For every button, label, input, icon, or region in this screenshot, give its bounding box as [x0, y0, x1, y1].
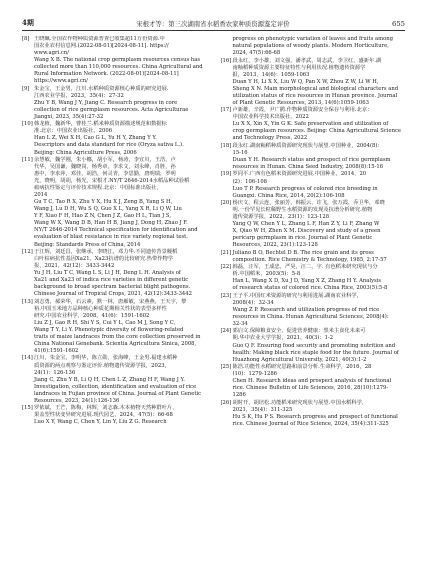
reference-line: 明.一份罕见长粒稀野生水稻资源的发现及抗谱分析研究.植物	[232, 207, 373, 214]
reference-entry	[221, 58, 406, 107]
reference-number: [10]	[22, 121, 33, 128]
reference-entry	[221, 36, 406, 57]
reference-number	[221, 36, 233, 57]
reference-entry	[22, 299, 207, 355]
reference-text	[34, 355, 207, 404]
reference-entry	[221, 400, 406, 428]
reference-line: Zhu Y B, Wang J Y, Jiang C. Research progress in core	[34, 99, 178, 106]
reference-line: background to broad spectrum bacterial blight pathogens.	[34, 284, 191, 291]
page-number: 655	[392, 20, 405, 28]
reference-line: 光，晓明，胡胡，杨光，宋根才.NY/T 2646-2014水稻品种试验稻	[34, 178, 190, 185]
reference-text	[34, 121, 207, 156]
running-header	[22, 12, 405, 31]
reference-line: Guo Q F. Ensuring food security and promoting nutrition and	[232, 342, 396, 349]
reference-line: pericarp germplasm in rice. Journal of Plant Genetic	[232, 235, 373, 242]
journal-title: 宋根才等：第三次湖南省水稻香农家种质资源鉴定评价	[136, 20, 290, 28]
reference-line: 研究.中国农业科学，2008，41(6)：1591-1602	[34, 312, 150, 319]
reference-text	[233, 200, 406, 249]
reference-line: resources in Hunan. China Seed Industry, 2008(8):15-16	[232, 164, 384, 171]
reference-line: 果盖型性状变异研究进展.现代园艺，2024，47(5)：66-68	[34, 412, 173, 419]
reference-line: 24(1)：126-136	[34, 369, 76, 376]
reference-line: Lu X X, Xin X, Yin G K. Safe preservation and utilization of	[232, 121, 389, 128]
reference-line: Liu Z J, Gao R H, Shi Y S, Cui Y L, Cao M J, Song Y C,	[34, 319, 176, 326]
reference-line: 段永红.湖南籼稻种质资源研究现状与展望.中国种业，2004(8)：	[232, 142, 383, 149]
reference-line: landraces in Fujian province of China. Journal of Plant Genetic	[34, 390, 202, 397]
reference-text	[34, 299, 207, 355]
reference-line: 杨庆文，程云连，张丽芳，韩振云，许飞，张万霞，乔卫华，邓晓	[232, 200, 385, 207]
reference-text	[233, 328, 406, 363]
reference-line: Rural Information Network. (2022-08-01)[2024-08-11]	[34, 71, 179, 78]
reference-line: 报，2013，14(6)：1059-1063	[232, 71, 310, 78]
reference-number: [25]	[220, 364, 232, 371]
reference-line: utilization status of rice resources in Hunan province. Journal	[232, 92, 398, 99]
reference-line: 刘志勇，郝荣华，石云素，默一林，唐雁敏，宋燕燕，王天宇，黎	[34, 298, 187, 305]
reference-number: [17]	[220, 107, 232, 114]
reference-number: [8]	[22, 36, 30, 42]
reference-number: [23]	[220, 292, 232, 299]
reference-number: [26]	[220, 399, 232, 406]
reference-line: 2024, 47(5):66-68	[232, 50, 281, 57]
reference-line: Huazhong Agricultural University, 2021, 40(3):1-2	[232, 356, 367, 363]
reference-line: 2014	[34, 192, 48, 199]
reference-text	[233, 143, 406, 171]
reference-line: Luo T P. Research progress of colored rice breeding in	[232, 185, 378, 192]
reference-number: [20]	[220, 200, 232, 207]
reference-line: rice. Chinese Bulletin of Life Sciences, 2016, 28(10):1279-	[232, 385, 389, 392]
reference-line: Beijing: China Agriculture Press, 2006	[34, 149, 137, 156]
reference-line: Hu S K, Hu P S. Research progress and prospect of functional	[232, 413, 398, 420]
reference-line: 1286	[232, 392, 246, 399]
reference-entry	[22, 249, 207, 298]
reference-line: 江西农业学报，2023，35(4)：27-32	[34, 92, 124, 99]
reference-line: evaluation of blast resistance in rice variety regional test.	[34, 234, 188, 241]
reference-number: [24]	[220, 328, 232, 335]
reference-line: 朱金宝，王金男，江川.水稻种质资源核心种质的研究进展.	[34, 85, 169, 92]
reference-entry	[221, 264, 406, 292]
reference-number: [18]	[220, 142, 232, 149]
reference-entry	[22, 86, 207, 121]
reference-number: [16]	[220, 57, 232, 64]
reference-line: 陈浩.功能性水稻研究思路和前景分析.生命科学，2016，28	[232, 364, 372, 371]
reference-line: of Plant Genetic Resources, 2013, 14(6):1059-1063	[232, 99, 369, 106]
reference-line: Yu J H, Liu T C, Wang L S, Li J H, Deng L H. Analysis of	[34, 270, 181, 277]
reference-number: [21]	[220, 249, 232, 256]
reference-number: [12]	[22, 248, 33, 255]
reference-entry	[22, 157, 207, 249]
reference-line: 郭启文.保障粮食安全，促进营养健康：黑米主食化未来可	[232, 328, 366, 335]
reference-line: X, Qiao W H, Zhen X M. Discovery and study of a green	[232, 228, 381, 235]
reference-number: [14]	[22, 355, 33, 362]
reference-entry	[221, 107, 406, 142]
reference-line: 瘟病抗性鉴定与评价技术规程.北京：中国标准出版社，	[34, 185, 162, 192]
reference-line: 余慧敏，魏学刚，朱小娜，胡小军，杨涛，李宜川，王浩，卢	[34, 156, 176, 163]
reference-line: Jiangxi, 2023, 35(4):27-32	[34, 113, 104, 120]
reference-entry	[22, 36, 207, 85]
reference-line: Beijing: Standards Press of China, 2014	[34, 241, 141, 248]
reference-number: [11]	[22, 156, 33, 163]
reference-line: 卢新雄，辛霞，尹广鹍.作物种质资源安全保存与利用.北京：	[232, 107, 373, 114]
reference-line: composition. Rice Chemistry & Technology, 1985, 2:17-57	[232, 256, 387, 263]
reference-line: China National Genebank. Scientia Agricultura Sinica, 2008,	[34, 340, 197, 347]
reference-entry	[221, 364, 406, 399]
reference-line: 15-16	[232, 149, 248, 156]
reference-line: 韩磊，汪军，王成忠，严昊，汪二，宇. 有色稻米研究现状与分	[232, 264, 378, 271]
reference-list	[22, 36, 405, 567]
reference-line: 段永红，李小雄，刘文强，潘孝武，周志武，李卫红，盛新年.湖	[232, 57, 382, 64]
reference-line: 32-34	[232, 321, 248, 327]
reference-line: collection of rice germplasm resources. Acta Agriculturae	[34, 106, 189, 113]
reference-number: [22]	[220, 264, 232, 271]
reference-line: 江川，朱金宝，李明华，陈立勋，张海峰，王金男.福建水稻种	[34, 355, 178, 362]
reference-line: 南籼稻种质资源主要特征特性与利用状况.植物遗传资源学	[232, 64, 366, 71]
reference-line: 遗传资源学报，2022，23(1)：123-128	[232, 214, 330, 221]
reference-line: 中国农业科学技术出版社，2022	[232, 114, 309, 121]
reference-line: Y F, Xiao F H, Hao Z N, Chen J Z, Gao H L, Tian J S,	[34, 213, 172, 220]
reference-line: 代华，吴国谦，魏晓岗，杨秀章，李求文，刘永峰，肖胜，孙	[34, 164, 176, 171]
reference-line: health: Making black rice staple food for the future. Journal of	[232, 349, 399, 356]
reference-line: Jiang C, Zhu Y B, Li Q H, Chen L Z, Zhang H F, Wang J Y.	[34, 376, 185, 383]
reference-line: 报，2021，42(12)：3433-3442	[34, 263, 115, 270]
reference-entry	[221, 250, 406, 264]
reference-line: resources in China. Hunan Agricultural Sciences, 2008(4):	[232, 313, 389, 320]
reference-line: Luo X Y, Wang C, Chen Y, Lin Y, Liu Z G. Research	[34, 419, 167, 426]
reference-text	[34, 157, 207, 249]
reference-line: 裕.中国玉米地方品种核心种质花期相关性状的表型多样性	[34, 305, 167, 312]
reference-line: www.agri.cn/	[34, 50, 69, 57]
reference-line: 白叶枯病抗性基因Xa21、Xa23抗谱的比较研究.热带作物学	[34, 256, 174, 263]
reference-line: 析.中国稻米，2003(5)：5-8	[232, 271, 301, 278]
reference-line: traits of maize landraces from the core collection preserved in	[34, 333, 201, 340]
reference-line: 2008(4)：32-34	[232, 299, 274, 306]
reference-line: Investigation, collection, identification and evaluation of rice	[34, 383, 197, 390]
reference-line: (10)：1279-1286	[232, 371, 278, 378]
reference-line: 准.北京：中国农业出版社，2006	[34, 128, 113, 135]
reference-line: Wang W X, Wang D B, Han H B, Jiang J, Dong H, Zhao J F.	[34, 220, 188, 227]
reference-line: Descriptors and data standard for rice (Oryza sativa L.).	[34, 142, 184, 149]
reference-line: 质资源的两点观察与鉴定评价.植物遗传资源学报，2023，	[34, 362, 170, 369]
reference-line: progress on phenotypic variation of leaves and fruits among	[232, 36, 393, 42]
reference-line: 罗同平.广西有色稻米资源研究进展.中国种业，2014，20	[232, 171, 367, 178]
reference-line: Gu T C, Tao R X, Zhu Y X, Hu X J, Zeng B, Yang S H,	[34, 199, 173, 206]
reference-line: Xa21 and Xa23 of indica rice varieties in different genetic	[34, 277, 189, 284]
reference-text	[233, 364, 406, 399]
reference-line: 惠中，李求萍，邓佳，胡浩，何灵青，李思勤，唐明瑞，罗明	[34, 171, 176, 178]
reference-number: [13]	[22, 298, 33, 305]
reference-line: https://www.agri.cn/	[34, 78, 88, 85]
reference-number: [15]	[22, 405, 33, 412]
reference-text	[34, 86, 207, 121]
issue-label: 4期	[22, 18, 34, 27]
reference-text	[34, 36, 207, 85]
reference-text	[233, 107, 406, 142]
reference-text	[233, 264, 406, 292]
reference-line: 41(6):1591-1602	[34, 348, 79, 355]
reference-line: 2021，35(4)：311-325	[232, 406, 293, 413]
reference-number: [9]	[22, 85, 30, 92]
reference-entry	[22, 405, 207, 426]
reference-line: NY/T 2646-2014 Technical specification for identification and	[34, 227, 198, 234]
reference-line: natural populations of woody plants. Modern Horticulture,	[232, 43, 389, 50]
reference-text	[233, 171, 406, 199]
reference-number: [19]	[220, 171, 232, 178]
reference-line: Wang Z P. Research and utilization progress of red rice	[232, 306, 380, 313]
reference-line: Chen H. Research ideas and prospect analysis of functional	[232, 378, 392, 385]
reference-entry	[22, 355, 207, 404]
reference-line: Resources, 2022, 23(1):123-128	[232, 242, 318, 249]
reference-line: Wang T Y, Li Y. Phenotypic diversity of flowering-related	[34, 326, 184, 333]
reference-line: Han L, Wang X D, Xu J D, Yang X Z, Zhang H Y. Analysis	[232, 278, 382, 285]
reference-entry	[221, 143, 406, 171]
reference-text	[233, 58, 406, 107]
reference-line: Wang X B. The national crop germplasm resources census has	[34, 57, 201, 64]
reference-entry	[221, 200, 406, 249]
reference-line: Guangxi. China Rice, 2014, 20(2):106-108	[232, 192, 345, 199]
reference-line: Han L Z, Wei X H, Cao G L, Yu H Y, Zhang Y Y.	[34, 135, 157, 142]
reference-line: 于江辉，刘廷昌，张继承，李晓江，邓力华.不同遗传背景粳稻	[34, 248, 178, 255]
reference-line: Wang J, Lu D H, Wu S Q, Guo X L, Yang X R, Li Q W, Liu	[34, 206, 182, 213]
reference-text	[233, 36, 406, 57]
reference-entry	[22, 121, 207, 156]
reference-line: collected more than 110,000 resources. China Agricultural and	[34, 64, 203, 71]
reference-line: 王子平.中国红米资源的研究与利用进展.湖南农业科学，	[232, 292, 362, 299]
reference-line: 罗依斌，王芒，陈梅，林辉，刘志森.木本植物天然种群叶片、	[34, 405, 178, 412]
reference-line: Duan Y H. Research status and prospect of rice germplasm	[232, 156, 391, 163]
reference-line: of research status of colored rice. China Rice, 2003(5):5-8	[232, 285, 388, 292]
reference-line: rice. Chinese Journal of Rice Science, 2024, 35(4):311-325	[232, 420, 389, 427]
left-column	[22, 36, 207, 567]
reference-text	[34, 405, 207, 426]
reference-line: and Technology Press, 2022	[232, 135, 308, 142]
reference-line: Sheng X N. Main morphological and biological characters and	[232, 85, 399, 92]
reference-line: Chinese Journal of Tropical Crops, 2021, 42(12):3433-3442	[34, 291, 192, 298]
reference-line: 韩龙植，魏新华，曹桂兰.稻米种质资源描述规范和数据标	[34, 121, 167, 128]
reference-line: 国农业农村信息网.(2022-08-01)[2024-08-11]. https://	[34, 43, 169, 50]
right-column	[221, 36, 406, 567]
reference-line: 期.华中农业大学学报，2021，40(3)：1-2	[232, 335, 334, 342]
reference-line: 胡时开，胡培松.功能稻米研究现状与展望.中国水稻科学，	[232, 399, 368, 406]
reference-line: Resources, 2023, 24(1):126-136	[34, 397, 120, 404]
reference-line: 王晓珮.全国农作物种质资源普查已收集超11万份资源.中	[34, 36, 165, 42]
reference-text	[233, 400, 406, 428]
reference-entry	[221, 171, 406, 199]
reference-line: Duan Y H, Li X X, Liu W Q, Pan X W, Zhou Z W, Li W H,	[232, 78, 379, 85]
reference-text	[34, 249, 207, 298]
reference-text	[233, 250, 406, 264]
reference-text	[233, 293, 406, 328]
reference-entry	[221, 293, 406, 328]
reference-line: (2)：106-108	[232, 178, 268, 185]
reference-line: Juliano B O, Bechtel D B. The rice grain and its gross	[232, 249, 374, 256]
reference-line: crop germplasm resources. Beijing: China Agricultural Science	[232, 128, 402, 135]
reference-line: Yang Q W, Chen Y L, Zhang L F, Han Z Y, Li F, Zhang W	[232, 221, 380, 228]
reference-entry	[221, 328, 406, 363]
